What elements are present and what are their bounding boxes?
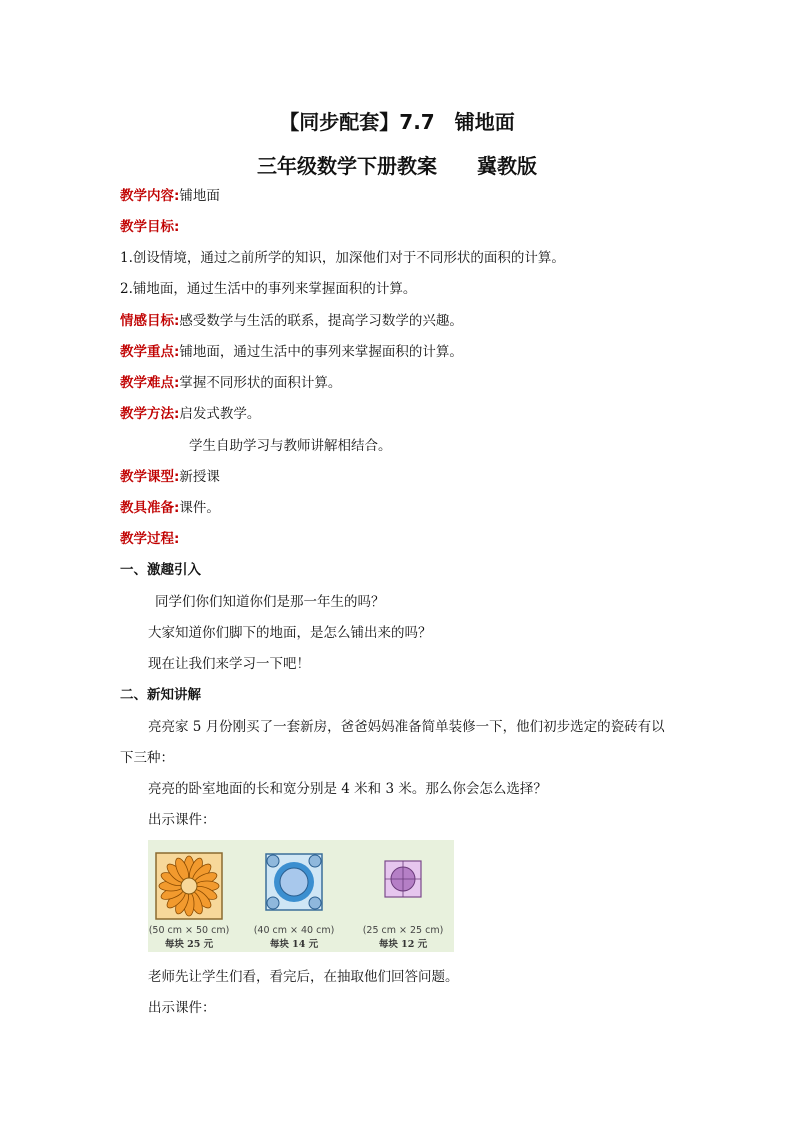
section-2-paragraph-5: 出示课件： bbox=[148, 1000, 216, 1016]
document-title-line-1: 【同步配套】7.7 铺地面 bbox=[279, 110, 515, 134]
purple-tile-icon bbox=[384, 860, 422, 898]
goal-label: 教学目标: bbox=[120, 219, 180, 235]
goal-row bbox=[120, 218, 179, 236]
document-title-line-2: 三年级数学下册教案 冀教版 bbox=[257, 154, 537, 178]
tools-label: 教具准备: bbox=[120, 500, 180, 516]
emotion-row bbox=[120, 312, 463, 330]
tile-2-size: (40 cm × 40 cm) bbox=[253, 925, 335, 936]
method-row bbox=[120, 405, 260, 423]
emotion-value: 感受数学与生活的联系，提高学习数学的兴趣。 bbox=[179, 313, 463, 329]
section-1-paragraph-1: 同学们你们知道你们是那一年生的吗？ bbox=[155, 594, 385, 610]
emotion-label: 情感目标: bbox=[120, 313, 180, 329]
section-2-paragraph-3: 出示课件： bbox=[148, 812, 216, 828]
tile-3-size: (25 cm × 25 cm) bbox=[362, 925, 444, 936]
tools-row bbox=[120, 499, 220, 517]
section-2-paragraph-1a: 亮亮家 5 月份刚买了一套新房，爸爸妈妈准备简单装修一下，他们初步选定的瓷砖有以 bbox=[148, 719, 665, 735]
goal-item-1: 1.创设情境，通过之前所学的知识，加深他们对于不同形状的面积的计算。 bbox=[120, 250, 565, 266]
key-row bbox=[120, 343, 463, 361]
method-value-1: 启发式教学。 bbox=[179, 406, 261, 422]
tile-options-figure bbox=[148, 840, 454, 952]
flower-tile-icon bbox=[155, 852, 223, 920]
tools-value: 课件。 bbox=[179, 500, 220, 516]
type-value: 新授课 bbox=[179, 469, 220, 485]
content-row bbox=[120, 187, 220, 205]
section-1-paragraph-2: 大家知道你们脚下的地面，是怎么铺出来的吗？ bbox=[148, 625, 432, 641]
content-value: 铺地面 bbox=[179, 188, 220, 204]
tile-3-price: 每块 12 元 bbox=[378, 939, 428, 950]
section-1-heading: 一、激趣引入 bbox=[120, 562, 201, 578]
section-2-paragraph-2: 亮亮的卧室地面的长和宽分别是 4 米和 3 米。那么你会怎么选择？ bbox=[148, 781, 547, 797]
process-row bbox=[120, 530, 179, 548]
type-label: 教学课型: bbox=[120, 469, 180, 485]
tile-2-price: 每块 14 元 bbox=[269, 939, 319, 950]
difficulty-label: 教学难点: bbox=[120, 375, 180, 391]
difficulty-value: 掌握不同形状的面积计算。 bbox=[179, 375, 342, 391]
key-label: 教学重点: bbox=[120, 344, 180, 360]
tile-1-size: (50 cm × 50 cm) bbox=[148, 925, 230, 936]
difficulty-row bbox=[120, 374, 341, 392]
content-label: 教学内容: bbox=[120, 188, 180, 204]
section-2-heading: 二、新知讲解 bbox=[120, 687, 201, 703]
goal-item-2: 2.铺地面，通过生活中的事列来掌握面积的计算。 bbox=[120, 281, 417, 297]
section-1-paragraph-3: 现在让我们来学习一下吧！ bbox=[148, 656, 310, 672]
process-label: 教学过程: bbox=[120, 531, 180, 547]
type-row bbox=[120, 468, 220, 486]
tile-1-price: 每块 25 元 bbox=[164, 939, 214, 950]
blue-ring-tile-icon bbox=[265, 853, 323, 911]
section-2-paragraph-1b: 下三种： bbox=[120, 750, 174, 766]
key-value: 铺地面，通过生活中的事列来掌握面积的计算。 bbox=[179, 344, 463, 360]
method-label: 教学方法: bbox=[120, 406, 180, 422]
section-2-paragraph-4: 老师先让学生们看，看完后，在抽取他们回答问题。 bbox=[148, 969, 459, 985]
method-value-2: 学生自助学习与教师讲解相结合。 bbox=[189, 438, 392, 454]
